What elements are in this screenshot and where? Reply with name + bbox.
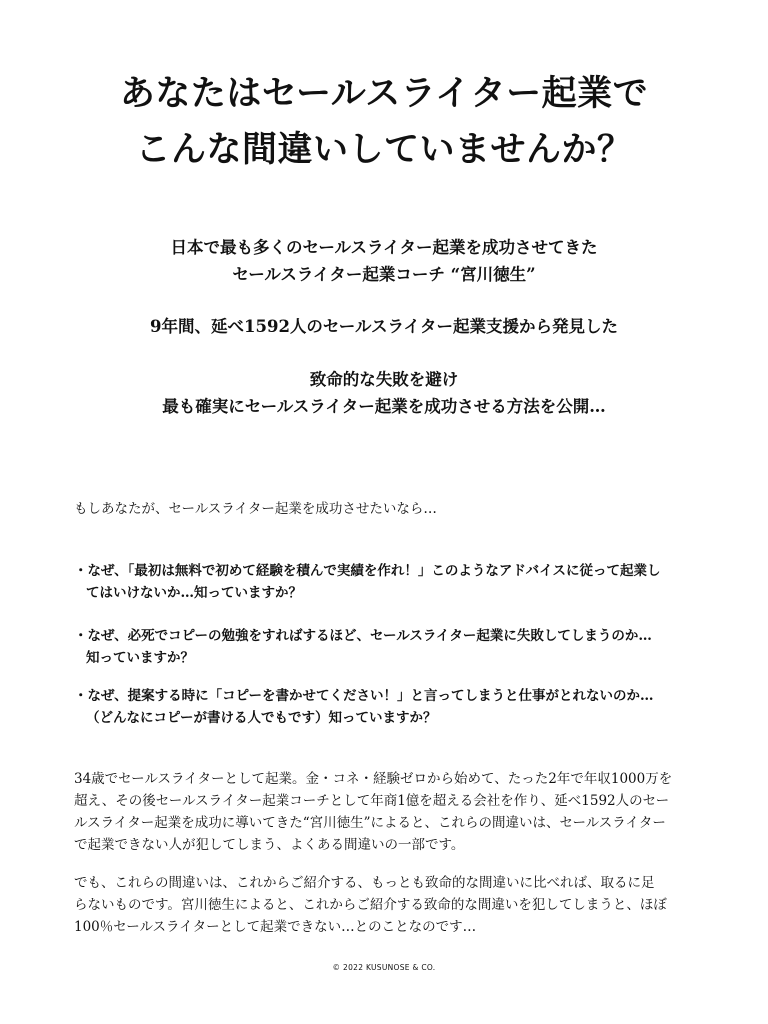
bullet-3-line-2: （どんなにコピーが書ける人でもです）知っていますか？ (86, 710, 437, 726)
discovery-text: 9年間、延べ1592人のセールスライター起業支援から発見した (150, 317, 618, 336)
bullet-2-line-1: ・なぜ、必死でコピーの勉強をすればするほど、セールスライター起業に失敗してしまうのか… (74, 628, 652, 644)
story-line-3: ルスライター起業を成功に導いてきた“宮川徳生”によると、これらの間違いは、セールスライター (74, 815, 666, 831)
headline-line-1: あなたはセールスライター起業で (119, 73, 649, 114)
mistake-bullet-2 (74, 625, 704, 669)
discovery-statement (0, 313, 768, 340)
coach-intro-line-1: 日本で最も多くのセールスライター起業を成功させてきた (170, 238, 598, 257)
story-line-2: 超え、その後セールスライター起業コーチとして年商1億を超える会社を作り、延べ1592人のセー (74, 793, 670, 809)
promise-line-2: 最も確実にセールスライター起業を成功させる方法を公開… (162, 397, 606, 416)
warning-line-1: でも、これらの間違いは、これからご紹介する、もっとも致命的な間違いに比べれば、取るに足 (74, 875, 655, 891)
warning-line-3: 100％セールスライターとして起業できない…とのことなのです… (74, 919, 477, 935)
promise-line-1: 致命的な失敗を避け (309, 370, 459, 389)
coach-intro (0, 234, 768, 288)
coach-intro-line-2: セールスライター起業コーチ “宮川徳生” (232, 265, 536, 284)
lead-in-text (74, 498, 704, 520)
bullet-1-line-2: てはいけないか…知っていますか？ (86, 585, 302, 601)
story-line-4: で起業できない人が犯してしまう、よくある間違いの一部です。 (74, 837, 465, 853)
promise-statement (0, 366, 768, 420)
copyright-footer: © 2022 KUSUNOSE & CO. (332, 963, 436, 972)
bullet-2-line-2: 知っていますか？ (86, 650, 194, 666)
warning-line-2: らないものです。宮川徳生によると、これからご紹介する致命的な間違いを犯してしまうと、ほぼ (74, 897, 667, 913)
story-line-1: 34歳でセールスライターとして起業。金・コネ・経験ゼロから始めて、たった2年で年収1000万を (74, 771, 673, 787)
lead-in-line: もしあなたが、セールスライター起業を成功させたいなら… (74, 501, 437, 517)
story-paragraph (74, 768, 704, 856)
warning-paragraph (74, 872, 704, 938)
bullet-1-line-1: ・なぜ、「最初は無料で初めて経験を積んで実績を作れ！」このようなアドバイスに従って起業し (74, 563, 661, 579)
bullet-3-line-1: ・なぜ、提案する時に「コピーを書かせてください！」と言ってしまうと仕事がとれないのか… (74, 688, 654, 704)
headline-line-2: こんな間違いしていませんか？ (135, 129, 633, 170)
main-headline (0, 66, 768, 178)
mistake-bullet-3 (74, 685, 704, 729)
mistake-bullet-1 (74, 560, 704, 604)
